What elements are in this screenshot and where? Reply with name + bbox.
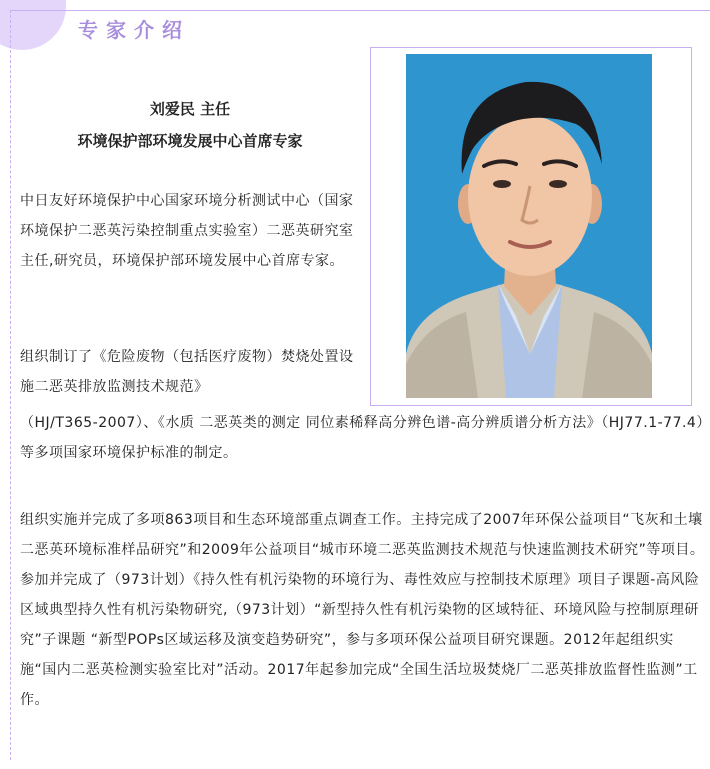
bio-paragraph-3: 组织实施并完成了多项863项目和生态环境部重点调查工作。主持完成了2007年环保公益项目“飞灰和土壤二恶英环境标准样品研究”和2009年公益项目“城市环境二恶英监测技术规范与快速监测技术研究”等项目。参加并完成了（973计划）《持久性有机污染物的环境行为、毒性效应与控制技术原理》项目子课题-高风险区域典型持久性有机污染物研究,（973计划）“新型持久性有机污染物的区域特征、环境风险与控制原理研究”子课题 “新型POPs区域运移及演变趋势研究”，参与多项环保公益项目研究课题。2012年起组织实施“国内二恶英检测实验室比对”活动。2017年起参加完成“全国生活垃圾焚烧厂二恶英排放监督性监测”工作。: [20, 512, 705, 708]
left-border-line: [10, 10, 11, 760]
section-title: 专家介绍: [78, 18, 190, 42]
expert-name: 刘爱民 主任: [149, 100, 231, 118]
portrait-illustration: [406, 54, 652, 398]
bio-paragraph-1: 中日友好环境保护中心国家环境分析测试中心（国家环境保护二恶英污染控制重点实验室）二恶英研究室主任,研究员，环境保护部环境发展中心首席专家。: [20, 193, 354, 269]
top-border-line: [10, 10, 710, 11]
expert-photo: [406, 54, 652, 398]
bio-paragraph-2-part-2: （HJ/T365-2007）、《水质 二恶英类的测定 同位素稀释高分辨色谱-高分辨质谱分析方法》（HJ77.1-77.4）等多项国家环境保护标准的制定。: [20, 415, 704, 461]
expert-position: 环境保护部环境发展中心首席专家: [77, 132, 303, 150]
bio-paragraph-2-part-1: 组织制订了《危险废物（包括医疗废物）焚烧处置设施二恶英排放监测技术规范》: [20, 349, 354, 395]
